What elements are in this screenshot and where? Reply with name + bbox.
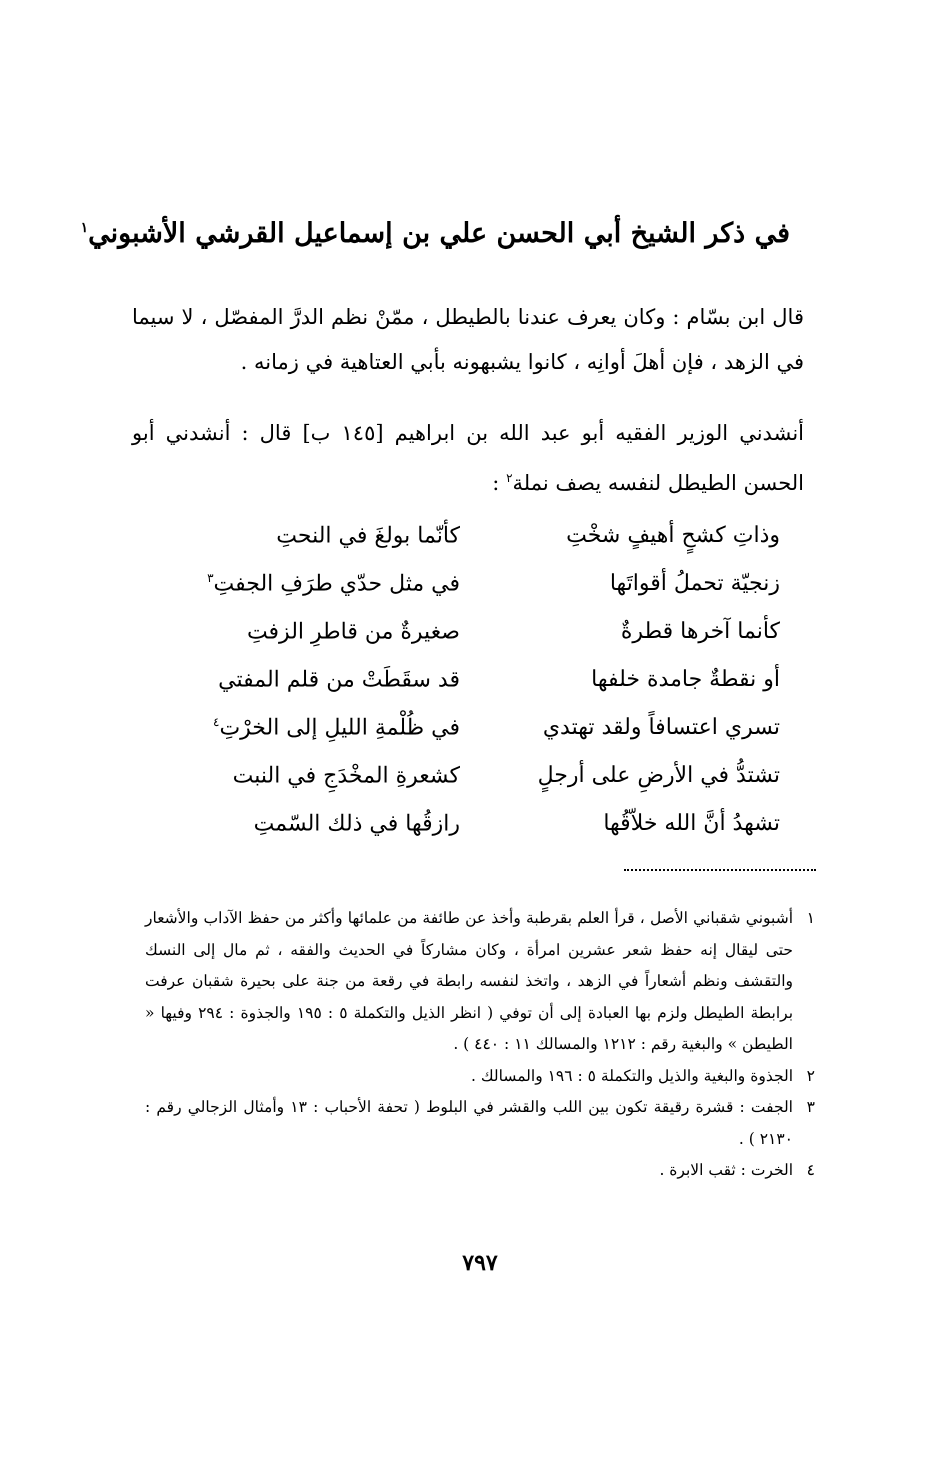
footnote: [145, 1092, 815, 1155]
verse-second-hemistich: [160, 763, 460, 788]
heading-text: في ذكر الشيخ أبي الحسن علي بن إسماعيل القرشي الأشبوني: [88, 218, 790, 249]
footnotes: [145, 903, 815, 1187]
verse-second-text: قد سقَطَتْ من قلم المفتي: [218, 667, 460, 693]
poem-verse: [160, 619, 780, 667]
footnote: [145, 1155, 815, 1187]
verse-first-hemistich: أو نقطةٌ جامدة خلفها: [591, 667, 780, 692]
recitation-note-ref[interactable]: ٢: [506, 471, 513, 485]
verse-second-hemistich: [160, 571, 460, 596]
heading-note-ref[interactable]: ١: [80, 220, 89, 236]
recitation-text: أنشدني الوزير الفقيه أبو عبد الله بن ابراهيم [١٤٥ ب] قال : أنشدني أبو الحسن الطيطل لنفسه يصف نملة: [132, 421, 804, 495]
verse-second-text: في ظُلْمةِ الليلِ إلى الخرْتِ: [219, 715, 460, 741]
verse-second-hemistich: [160, 619, 460, 644]
verse-second-hemistich: [160, 667, 460, 692]
footnote-number: ٢: [806, 1066, 815, 1085]
poem: [160, 523, 780, 859]
footnote-text: أشبوني شقباني الأصل ، قرأ العلم بقرطبة وأخذ عن طائفة من علمائها وأكثر من حفظ الآداب والأشعار حتى ليقال إنه حفظ شعر عشرين امرأة ، وكان مشاركاً في الحديث والفقه ، ثم مال إلى النسك والتقشف ونظم أشعاراً في الزهد ، واتخذ لنفسه رابطة في رقعة من جنة على بحيرة شقبان عرفت برابطة الطيطل ولزم بها العبادة إلى أن توفي ( انظر الذيل والتكملة ٥ : ١٩٥ والجذوة : ٢٩٤ وفيها « الطيطن » والبغية رقم : ١٢١٢ والمسالك ١١ : ٤٤٠ ) .: [145, 909, 794, 1053]
verse-first-hemistich: تشهدُ أنَّ الله خلاّقُها: [603, 811, 780, 836]
verse-second-text: رازقُها في ذلك السّمتِ: [253, 811, 460, 837]
verse-second-text: كأنّما بولغَ في النحتِ: [276, 523, 460, 549]
verse-first-hemistich: تشتدُّ في الأرضِ على أرجلٍ: [537, 763, 780, 788]
page-heading: [80, 218, 790, 249]
footnote-number: ١: [806, 909, 815, 927]
verse-first-hemistich: زنجيّة تحملُ أقواتَها: [609, 571, 780, 596]
poem-verse: [160, 667, 780, 715]
verse-first-hemistich: تسري اعتسافاً ولقد تهتدي: [542, 715, 780, 740]
verse-second-hemistich: [160, 811, 460, 836]
poem-verse: [160, 811, 780, 859]
poem-verse: [160, 523, 780, 571]
verse-first-hemistich: وذاتِ كشحٍ أهيفٍ شخْتِ: [566, 523, 780, 548]
page-number: ٧٩٧: [462, 1250, 498, 1276]
footnote-separator: [624, 869, 816, 871]
verse-second-text: كشعرةِ المخْدَجِ في النبت: [232, 763, 460, 789]
verse-second-text: صغيرةٌ من قاطرِ الزفتِ: [246, 619, 460, 645]
intro-paragraph: قال ابن بسّام : وكان يعرف عندنا بالطيطل ، ممّنْ نظم الدرَّ المفصّل ، لا سيما في الزهد ، فإن أهلَ أوانِه ، كانوا يشبهونه بأبي العتاهية في زمانه .: [132, 305, 804, 374]
recitation-tail: :: [492, 471, 507, 495]
verse-second-text: في مثل حدّي طرَفِ الجفتِ: [213, 571, 460, 597]
footnote-number: ٤: [806, 1161, 815, 1179]
verse-second-hemistich: [160, 715, 460, 740]
verse-note-ref[interactable]: ٣: [207, 571, 214, 585]
poem-verse: [160, 763, 780, 811]
poem-verse: [160, 571, 780, 619]
footnote-text: الخرت : ثقب الابرة .: [659, 1161, 793, 1179]
verse-first-hemistich: كأنما آخرها قطرةٌ: [620, 619, 780, 644]
footnote: [145, 1061, 815, 1093]
footnote-text: الجذوة والبغية والذيل والتكملة ٥ : ١٩٦ والمسالك .: [471, 1066, 793, 1085]
footnote-text: الجفت : قشرة رقيقة تكون بين اللب والقشر في البلوط ( تحفة الأحباب : ١٣ وأمثال الزجالي رقم : ٢١٣٠ ) .: [145, 1098, 793, 1148]
verse-second-hemistich: [160, 523, 460, 548]
poem-verse: [160, 715, 780, 763]
footnote-number: ٣: [806, 1098, 815, 1116]
recitation-paragraph: [132, 411, 804, 506]
footnote: [145, 903, 815, 1061]
verse-note-ref[interactable]: ٤: [212, 715, 220, 729]
